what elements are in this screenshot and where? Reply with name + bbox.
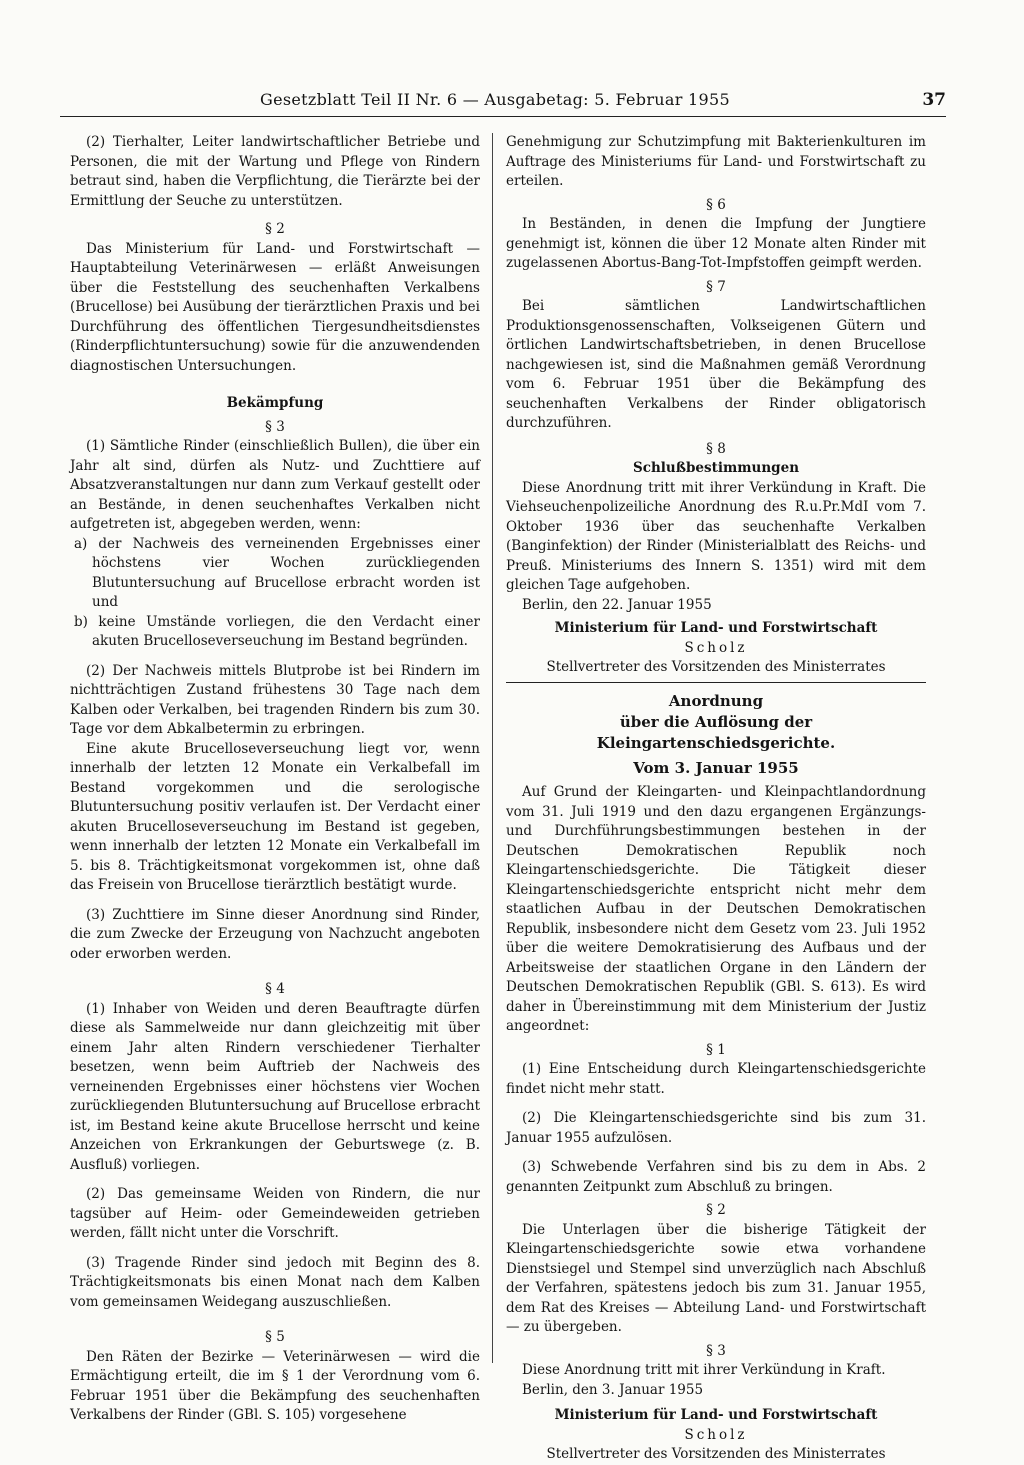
paragraph: Die Unterlagen über die bisherige Tätigkeit der Kleingartenschiedsgerichte sowie etwa vorhandene Dienstsiegel und Stempel sind unverzüglich nach Abschluß der Verfahren, spätestens jedoch bis zum 31. Januar 1955, dem Rat des Kreises — Abteilung Land- und Forstwirtschaft — zu übergeben. (506, 1221, 926, 1335)
page-number: 37 (922, 90, 946, 110)
section-heading: § 7 (706, 278, 726, 295)
separator-rule (506, 682, 926, 684)
subheading-bekaempfung: Bekämpfung (226, 395, 324, 411)
paragraph: (3) Schwebende Verfahren sind bis zu dem in Abs. 2 genannten Zeitpunkt zum Abschluß zu bringen. (506, 1159, 926, 1195)
signature-name: Scholz (684, 1426, 748, 1443)
date-line: Berlin, den 22. Januar 1955 (522, 596, 712, 613)
paragraph: (1) Eine Entscheidung durch Kleingartenschiedsgerichte findet nicht mehr statt. (506, 1061, 926, 1097)
paragraph: In Beständen, in denen die Impfung der Jungtiere genehmigt ist, können die über 12 Monate alten Rinder mit zugelassenen Abortus-Bang-Tot-Impfstoffen geimpft werden. (506, 216, 926, 271)
paragraph: (1) Sämtliche Rinder (einschließlich Bullen), die über ein Jahr alt sind, dürfen als Nutz- und Zuchttiere auf Absatzveranstaltungen nur dann zum Verkauf gestellt oder an Bestände, in denen seuchenhaftes Verkalben nicht aufgetreten ist, abgegeben werden, wenn: (70, 438, 480, 532)
section-heading: § 3 (265, 418, 285, 435)
column-divider (492, 133, 493, 1363)
date-line: Berlin, den 3. Januar 1955 (522, 1381, 704, 1398)
paragraph: Das Ministerium für Land- und Forstwirtschaft — Hauptabteilung Veterinärwesen — erläßt Anweisungen über die Feststellung des seuchenhaften Verkalbens (Brucellose) bei Ausübung der tierärztlichen Praxis und bei Durchführung des öffentlichen Tiergesundheitsdienstes (Rinderpflichtuntersuchung) sowie für die anzuwendenden diagnostischen Untersuchungen. (70, 240, 480, 374)
signature-name: Scholz (684, 639, 748, 656)
section-heading: § 2 (265, 221, 285, 237)
paragraph: (3) Tragende Rinder sind jedoch mit Beginn des 8. Trächtigkeitsmonats bis einen Monat nach dem Kalben vom gemeinsamen Weidegang auszuschließen. (70, 1254, 480, 1310)
section-heading: § 2 (706, 1202, 726, 1218)
subheading-schlussbestimmungen: Schlußbestimmungen (632, 460, 800, 476)
right-column (506, 133, 926, 1465)
paragraph: Den Räten der Bezirke — Veterinärwesen — wird die Ermächtigung erteilt, die im § 1 der Verordnung vom 6. Februar 1951 über die Bekämpfung des seuchenhaften Verkalbens der Rinder (GBl. S. 105) vorgesehene (70, 1348, 480, 1423)
list-item: a) der Nachweis des verneinenden Ergebnisses einer höchstens vier Wochen zurückliegenden Blutuntersuchung auf Brucellose erbracht worden ist und (74, 535, 480, 610)
paragraph: Bei sämtlichen Landwirtschaftlichen Produktionsgenossenschaften, Volkseigenen Gütern und örtlichen Landwirtschaftsbetrieben, in denen Brucellose nachgewiesen ist, sind die Maßnahmen gemäß Verordnung vom 6. Februar 1951 über die Bekämpfung des seuchenhaften Verkalbens der Rinder obligatorisch durchzuführen. (506, 298, 926, 431)
section-heading: § 3 (706, 1342, 726, 1359)
paragraph: (2) Das gemeinsame Weiden von Rindern, die nur tagsüber auf Heim- oder Gemeindeweiden getrieben werden, fällt nicht unter die Vorschrift. (70, 1186, 480, 1241)
list-item: b) keine Umstände vorliegen, die den Verdacht einer akuten Brucelloseverseuchung im Bestand begründen. (74, 613, 480, 649)
signature-ministry: Ministerium für Land- und Forstwirtschaft (554, 1407, 878, 1423)
paragraph: Genehmigung zur Schutzimpfung mit Bakterienkulturen im Auftrage des Ministeriums für Land- und Forstwirtschaft zu erteilen. (506, 134, 926, 189)
signature-role: Stellvertreter des Vorsitzenden des Ministerrates (546, 1446, 886, 1462)
paragraph: (3) Zuchttiere im Sinne dieser Anordnung sind Rinder, die zum Zwecke der Erzeugung von Nachzucht angeboten oder erworben werden. (70, 906, 480, 962)
signature-role: Stellvertreter des Vorsitzenden des Ministerrates (546, 659, 886, 675)
paragraph: Diese Anordnung tritt mit ihrer Verkündung in Kraft. (522, 1362, 886, 1378)
section-heading: § 4 (265, 981, 285, 997)
signature-ministry: Ministerium für Land- und Forstwirtschaft (554, 620, 878, 636)
paragraph: Auf Grund der Kleingarten- und Kleinpachtlandordnung vom 31. Juli 1919 und den dazu ergangenen Ergänzungs- und Durchführungsbestimmungen bestehen in der Deutschen Demokratischen Republik noch Kleingartenschiedsgerichte. Die Tätigkeit dieser Kleingartenschiedsgerichte entspricht nicht mehr dem staatlichen Aufbau in der Deutschen Demokratischen Republik, insbesondere nicht dem Gesetz vom 23. Juli 1952 über die weitere Demokratisierung des Aufbaus und der Arbeitsweise der staatlichen Organe in den Ländern der Deutschen Demokratischen Republik (GBl. S. 613). Es wird daher in Übereinstimmung mit dem Ministerium der Justiz angeordnet: (506, 784, 926, 1034)
header-title: Gesetzblatt Teil II Nr. 6 — Ausgabetag: 5. Februar 1955 (260, 90, 730, 109)
paragraph: (2) Die Kleingartenschiedsgerichte sind bis zum 31. Januar 1955 aufzulösen. (506, 1110, 926, 1146)
page-header (60, 90, 946, 117)
ordinance-subtitle: über die Auflösung der Kleingartenschiedsgerichte. (596, 713, 836, 752)
paragraph: Eine akute Brucelloseverseuchung liegt vor, wenn innerhalb der letzten 12 Monate ein Verkalbefall im Bestand vorgekommen und die serologische Blutuntersuchung positiv verlaufen ist. Der Verdacht einer akuten Brucelloseverseuchung im Bestand ist gegeben, wenn innerhalb der letzten 12 Monate ein Verkalbefall im 5. bis 8. Trächtigkeitsmonat vorgekommen ist, ohne daß das Freisein von Brucellose tierärztlich bestätigt wurde. (70, 740, 480, 893)
paragraph: (2) Tierhalter, Leiter landwirtschaftlicher Betriebe und Personen, die mit der Wartung und Pflege von Rindern betraut sind, haben die Verpflichtung, die Tierärzte bei der Ermittlung der Seuche zu unterstützen. (70, 134, 480, 209)
section-heading: § 1 (706, 1041, 726, 1058)
paragraph: Diese Anordnung tritt mit ihrer Verkündung in Kraft. Die Viehseuchenpolizeiliche Anordnung des R.u.Pr.MdI vom 7. Oktober 1936 über das seuchenhafte Verkalben (Banginfektion) der Rinder (Ministerialblatt des Reichs- und Preuß. Ministeriums des Innern S. 1351) wird mit dem gleichen Tage aufgehoben. (506, 479, 926, 593)
ordinance-title: Anordnung (668, 692, 764, 710)
left-column (70, 133, 480, 1426)
paragraph: (2) Der Nachweis mittels Blutprobe ist bei Rindern im nichtträchtigen Zustand frühestens 30 Tage nach dem Kalben oder Verkalben, bei tragenden Rindern bis zum 30. Tage vor dem Abkalbetermin zu erbringen. (70, 662, 480, 737)
paragraph: (1) Inhaber von Weiden und deren Beauftragte dürfen diese als Sammelweide nur dann gleichzeitig mit über einem Jahr alten Rindern verschiedener Tierhalter besetzen, wenn beim Auftrieb der Nachweis des verneinenden Ergebnisses einer höchstens vier Wochen zurückliegenden Blutuntersuchung auf Brucellose erbracht ist, im Bestand keine akute Brucellose herrscht und keine Anzeichen von Erkrankungen der Geburtswege (z. B. Ausfluß) vorliegen. (70, 1000, 480, 1173)
section-heading: § 6 (706, 196, 726, 213)
ordinance-date: Vom 3. Januar 1955 (633, 759, 799, 777)
section-heading: § 5 (265, 1329, 285, 1345)
section-heading: § 8 (706, 440, 726, 457)
